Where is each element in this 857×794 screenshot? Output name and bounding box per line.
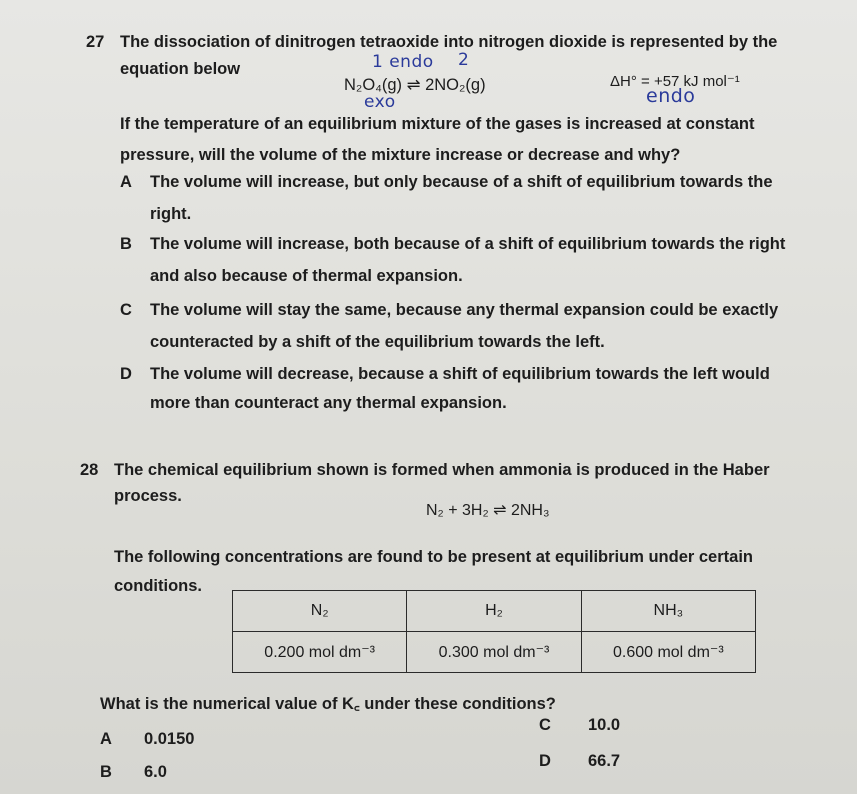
- option-c-line2: counteracted by a shift of the equilibrium towards the left.: [150, 333, 605, 351]
- option-b-line1: The volume will increase, both because of a shift of equilibrium towards the right: [150, 235, 786, 253]
- option-d-letter: D: [120, 365, 132, 383]
- question-28-prompt: What is the numerical value of K꜀ under these conditions?: [100, 695, 556, 713]
- handwritten-exo-note: exo: [364, 92, 396, 112]
- option-b-line2: and also because of thermal expansion.: [150, 267, 463, 285]
- question-27-prompt-line1: If the temperature of an equilibrium mixture of the gases is increased at constant: [120, 115, 755, 133]
- option-a-line2: right.: [150, 205, 192, 223]
- question-27-stem-line2: equation below: [120, 60, 241, 78]
- option-c-letter: C: [120, 301, 132, 319]
- option-a-line1: The volume will increase, but only because of a shift of equilibrium towards the: [150, 173, 773, 191]
- handwritten-endo-note-2: endo: [646, 85, 696, 107]
- table-header-row: [233, 591, 756, 632]
- option-28b-value: 6.0: [144, 763, 167, 781]
- table-cell-n2: 0.200 mol dm⁻³: [233, 632, 407, 673]
- question-28-para-line1: The following concentrations are found to be present at equilibrium under certain: [114, 548, 753, 566]
- table-header-n2: N₂: [233, 591, 407, 632]
- option-28c-letter: C: [539, 716, 551, 734]
- option-28d-letter: D: [539, 752, 551, 770]
- question-28-para-line2: conditions.: [114, 577, 202, 595]
- table-header-h2: H₂: [407, 591, 581, 632]
- question-28-stem-line1: The chemical equilibrium shown is formed when ammonia is produced in the Haber: [114, 461, 770, 479]
- table-cell-h2: 0.300 mol dm⁻³: [407, 632, 581, 673]
- question-27-prompt-line2: pressure, will the volume of the mixture increase or decrease and why?: [120, 146, 681, 164]
- enthalpy-change: ΔH° = +57 kJ mol⁻¹: [610, 73, 740, 90]
- option-28c-value: 10.0: [588, 716, 621, 734]
- question-28-number: 28: [80, 461, 99, 479]
- equation-27-product: 2NO₂(g): [425, 76, 486, 94]
- question-27-stem-line1: The dissociation of dinitrogen tetraoxide into nitrogen dioxide is represented by the: [120, 33, 778, 51]
- concentration-table: [232, 590, 756, 673]
- option-28b-letter: B: [100, 763, 112, 781]
- option-b-letter: B: [120, 235, 132, 253]
- option-d-line2: more than counteract any thermal expansion.: [150, 394, 507, 412]
- option-28d-value: 66.7: [588, 752, 621, 770]
- question-28-stem-line2: process.: [114, 487, 182, 505]
- handwritten-endo-note: 1 endo: [372, 52, 434, 72]
- option-c-line1: The volume will stay the same, because any thermal expansion could be exactly: [150, 301, 779, 319]
- question-27-number: 27: [86, 33, 105, 51]
- equation-27-reactant: N₂O₄(g): [344, 76, 403, 94]
- table-cell-nh3: 0.600 mol dm⁻³: [581, 632, 755, 673]
- option-d-line1: The volume will decrease, because a shift of equilibrium towards the left would: [150, 365, 770, 383]
- option-28a-letter: A: [100, 730, 112, 748]
- equilibrium-arrow: ⇌: [406, 76, 421, 94]
- table-header-nh3: NH₃: [581, 591, 755, 632]
- handwritten-coefficient-note: 2: [458, 50, 470, 70]
- option-28a-value: 0.0150: [144, 730, 195, 748]
- option-a-letter: A: [120, 173, 132, 191]
- haber-equation: N₂ + 3H₂ ⇌ 2NH₃: [426, 502, 550, 519]
- table-row: [233, 632, 756, 673]
